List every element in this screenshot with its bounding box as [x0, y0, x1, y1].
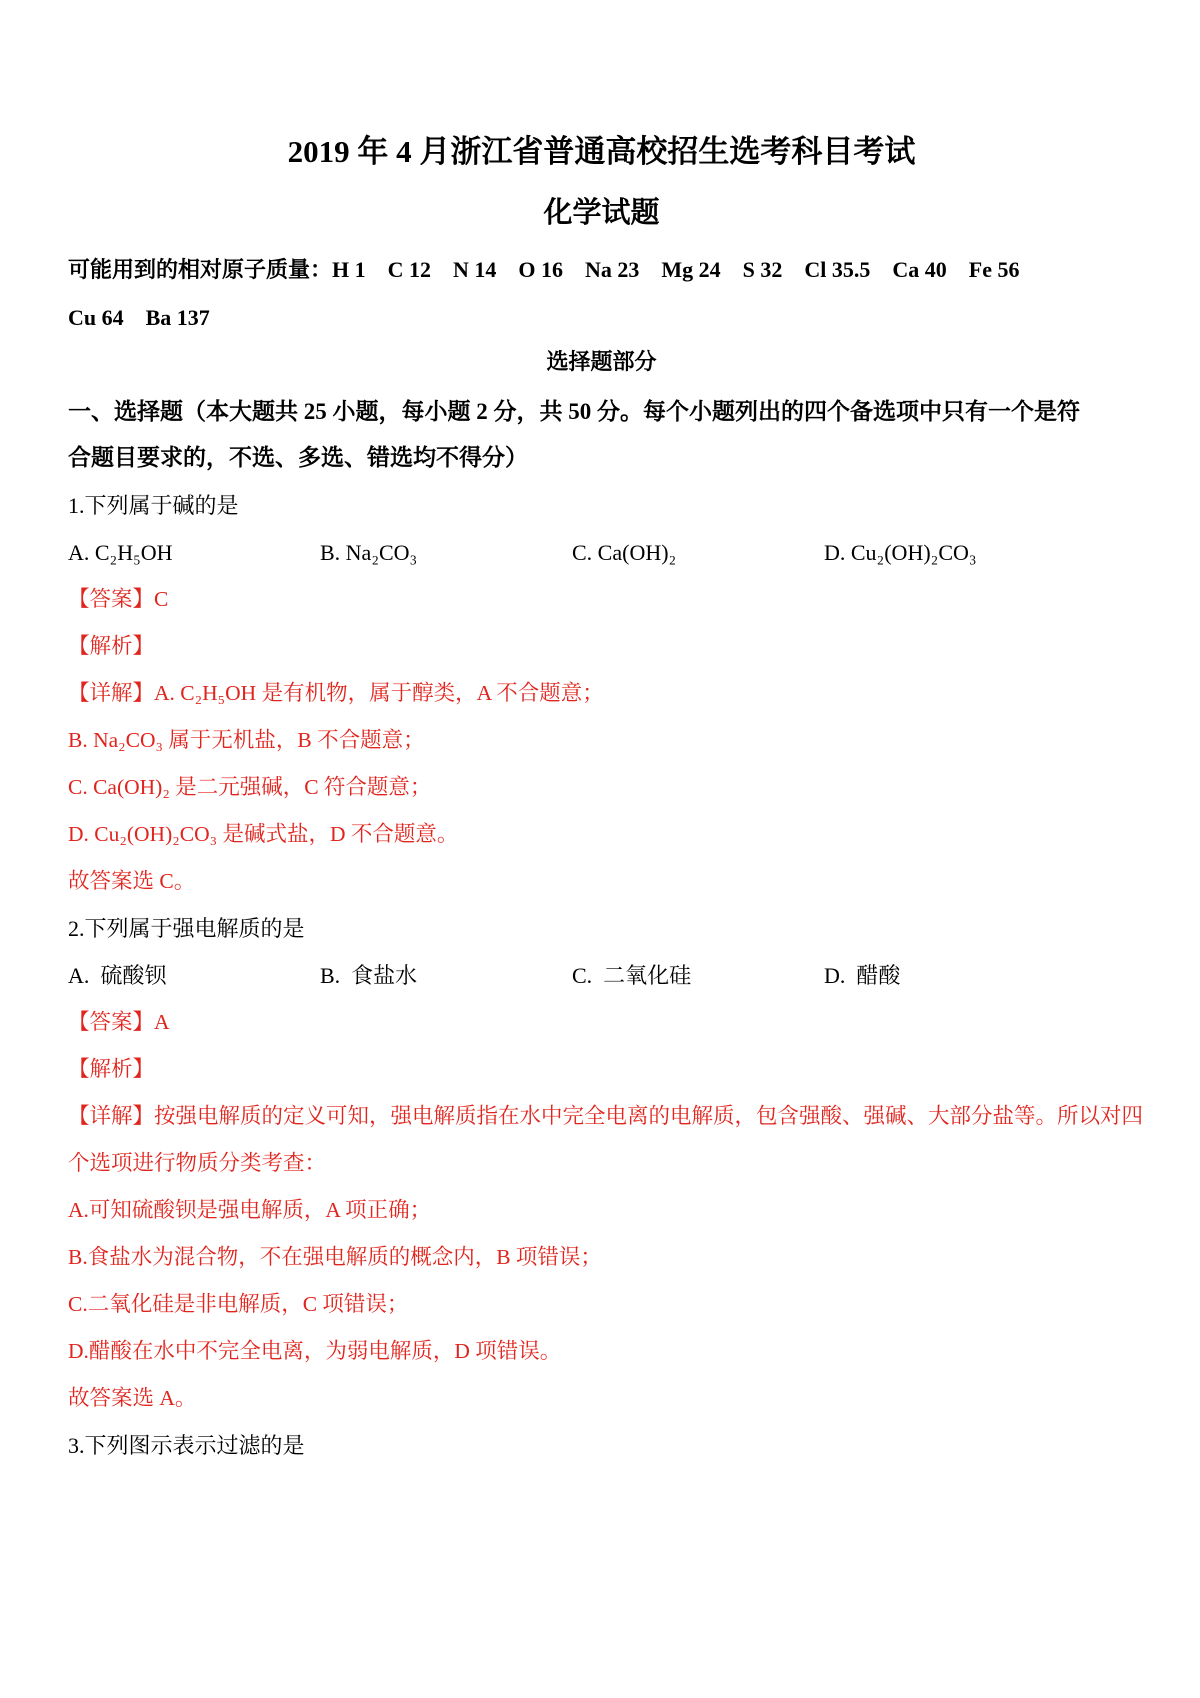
question-1-analysis-label: 【解析】 [68, 634, 155, 658]
question-2-explanation-line: A.可知硫酸钡是强电解质，A 项正确； [68, 1198, 432, 1222]
atomic-masses-line-1: 可能用到的相对原子质量：H 1 C 12 N 14 O 16 Na 23 Mg 24 S 32 Cl 35.5 Ca 40 Fe 56 [68, 257, 1020, 282]
question-2-option-c: C. 二氧化硅 [572, 963, 692, 988]
question-2-analysis-label: 【解析】 [68, 1057, 155, 1081]
question-2-explanation-line: 【详解】按强电解质的定义可知，强电解质指在水中完全电离的电解质，包含强酸、强碱、大部分盐等。所以对四 [68, 1104, 1144, 1128]
question-2-answer: 【答案】A [68, 1010, 170, 1034]
question-2-explanation-line: B.食盐水为混合物，不在强电解质的概念内，B 项错误； [68, 1245, 602, 1269]
question-1-option-d: D. Cu₂(OH)₂CO₃ [824, 540, 977, 565]
section-header: 选择题部分 [546, 349, 657, 374]
question-2-explanation-line: D.醋酸在水中不完全电离，为弱电解质，D 项错误。 [68, 1339, 562, 1363]
question-2-option-d: D. 醋酸 [824, 963, 901, 988]
questions-body [68, 482, 1144, 1469]
question-1-answer: 【答案】C [68, 587, 169, 611]
question-1-explanation-line: B. Na₂CO₃ 属于无机盐，B 不合题意； [68, 728, 425, 752]
question-2-option-a: A. 硫酸钡 [68, 963, 167, 988]
question-1-option-a: A. C₂H₅OH [68, 540, 173, 565]
question-2-conclusion: 故答案选 A。 [68, 1386, 197, 1410]
question-1-options [68, 529, 1135, 576]
document-title: 2019 年 4 月浙江省普通高校招生选考科目考试 [287, 134, 916, 169]
question-1-option-c: C. Ca(OH)₂ [572, 540, 677, 565]
question-1-conclusion: 故答案选 C。 [68, 869, 196, 893]
question-2-explanation-line: C.二氧化硅是非电解质，C 项错误； [68, 1292, 409, 1316]
question-2-options [68, 952, 1135, 999]
question-1-stem: 1.下列属于碱的是 [68, 493, 239, 518]
question-2-stem: 2.下列属于强电解质的是 [68, 916, 305, 941]
question-3-stem: 3.下列图示表示过滤的是 [68, 1433, 305, 1458]
instructions-line-1: 一、选择题（本大题共 25 小题，每小题 2 分，共 50 分。每个小题列出的四个备选项中只有一个是符 [68, 399, 1080, 424]
question-2-option-b: B. 食盐水 [320, 963, 418, 988]
question-1-option-b: B. Na₂CO₃ [320, 540, 418, 565]
question-2-explanation-line: 个选项进行物质分类考查： [68, 1151, 327, 1175]
instructions-line-2: 合题目要求的，不选、多选、错选均不得分） [68, 445, 528, 470]
question-1-explanation-line: C. Ca(OH)₂ 是二元强碱，C 符合题意； [68, 775, 432, 799]
atomic-masses-line-2: Cu 64 Ba 137 [68, 305, 210, 330]
question-1-explanation-line: 【详解】A. C₂H₅OH 是有机物，属于醇类，A 不合题意； [68, 681, 604, 705]
question-1-explanation-line: D. Cu₂(OH)₂CO₃ 是碱式盐，D 不合题意。 [68, 822, 459, 846]
document-subtitle: 化学试题 [543, 197, 660, 229]
